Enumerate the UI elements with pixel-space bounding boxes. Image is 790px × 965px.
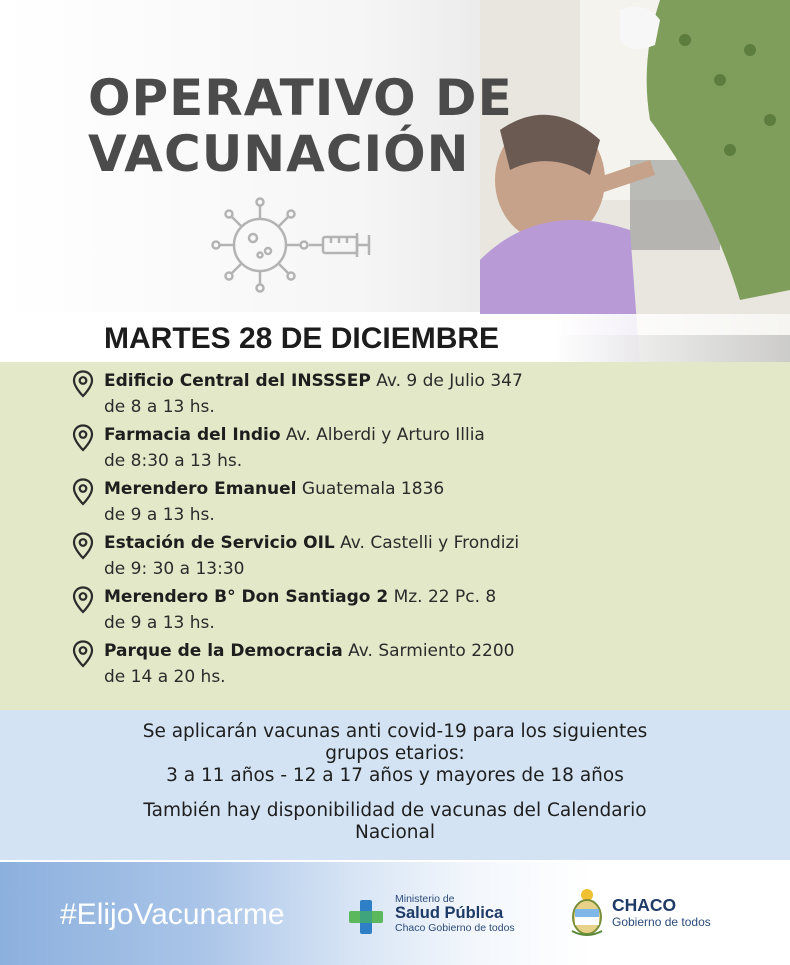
location-line <box>104 638 770 664</box>
info-line-1: Se aplicarán vacunas anti covid-19 para los siguientes <box>142 721 648 742</box>
info-line-2: grupos etarios: <box>325 743 465 764</box>
location-item <box>72 476 770 530</box>
page-title <box>88 70 513 182</box>
location-item <box>72 530 770 584</box>
location-hours: de 9: 30 a 13:30 <box>104 559 245 579</box>
location-address: Av. Sarmiento 2200 <box>348 641 515 661</box>
chaco-logo <box>568 887 768 943</box>
location-name: Estación de Servicio OIL <box>104 533 335 553</box>
chaco-subtitle: Gobierno de todos <box>612 915 711 929</box>
location-line <box>104 422 770 448</box>
location-pin-icon <box>72 532 94 560</box>
chaco-shield-icon <box>568 887 606 939</box>
virus-icon <box>213 199 308 292</box>
location-name: Parque de la Democracia <box>104 641 343 661</box>
location-line <box>104 368 770 394</box>
vaccination-photo <box>480 0 790 365</box>
location-item <box>72 638 770 692</box>
health-cross-icon <box>346 897 386 937</box>
location-name: Farmacia del Indio <box>104 425 281 445</box>
location-address: Av. Alberdi y Arturo Illia <box>285 425 485 445</box>
location-address: Av. 9 de Julio 347 <box>376 371 523 391</box>
location-address: Av. Castelli y Frondizi <box>340 533 520 553</box>
location-name: Edificio Central del INSSSEP <box>104 371 371 391</box>
location-name: Merendero B° Don Santiago 2 <box>104 587 389 607</box>
location-hours: de 14 a 20 hs. <box>104 667 226 687</box>
location-name: Merendero Emanuel <box>104 479 297 499</box>
syringe-icon <box>309 233 369 257</box>
location-hours: de 9 a 13 hs. <box>104 613 215 633</box>
location-line <box>104 584 770 610</box>
ministry-top-label: Ministerio de <box>395 893 455 905</box>
location-pin-icon <box>72 478 94 506</box>
location-pin-icon <box>72 370 94 398</box>
title-line-1: OPERATIVO DE <box>88 69 513 127</box>
event-date: MARTES 28 DE DICIEMBRE <box>104 322 500 355</box>
location-hours: de 8:30 a 13 hs. <box>104 451 243 471</box>
location-hours: de 8 a 13 hs. <box>104 397 215 417</box>
title-line-2: VACUNACIÓN <box>88 125 470 183</box>
chaco-name: CHACO <box>612 895 677 915</box>
location-item <box>72 368 770 422</box>
age-groups: 3 a 11 años - 12 a 17 años y mayores de 18 años <box>166 765 624 786</box>
ministry-subtitle: Chaco Gobierno de todos <box>395 922 515 934</box>
location-pin-icon <box>72 586 94 614</box>
location-line <box>104 476 770 502</box>
location-line <box>104 530 770 556</box>
location-address: Guatemala 1836 <box>301 479 445 499</box>
hashtag: #ElijoVacunarme <box>60 898 285 931</box>
location-pin-icon <box>72 640 94 668</box>
locations-list <box>72 368 770 692</box>
location-hours: de 9 a 13 hs. <box>104 505 215 525</box>
info-text <box>0 721 790 844</box>
ministry-name: Salud Pública <box>395 904 504 922</box>
location-item <box>72 584 770 638</box>
location-item <box>72 422 770 476</box>
info-line-5: Nacional <box>354 822 435 843</box>
location-address: Mz. 22 Pc. 8 <box>393 587 497 607</box>
info-line-4: También hay disponibilidad de vacunas del Calendario <box>143 800 647 821</box>
location-pin-icon <box>72 424 94 452</box>
virus-syringe-graphic <box>205 193 385 297</box>
ministry-logo <box>346 893 546 939</box>
